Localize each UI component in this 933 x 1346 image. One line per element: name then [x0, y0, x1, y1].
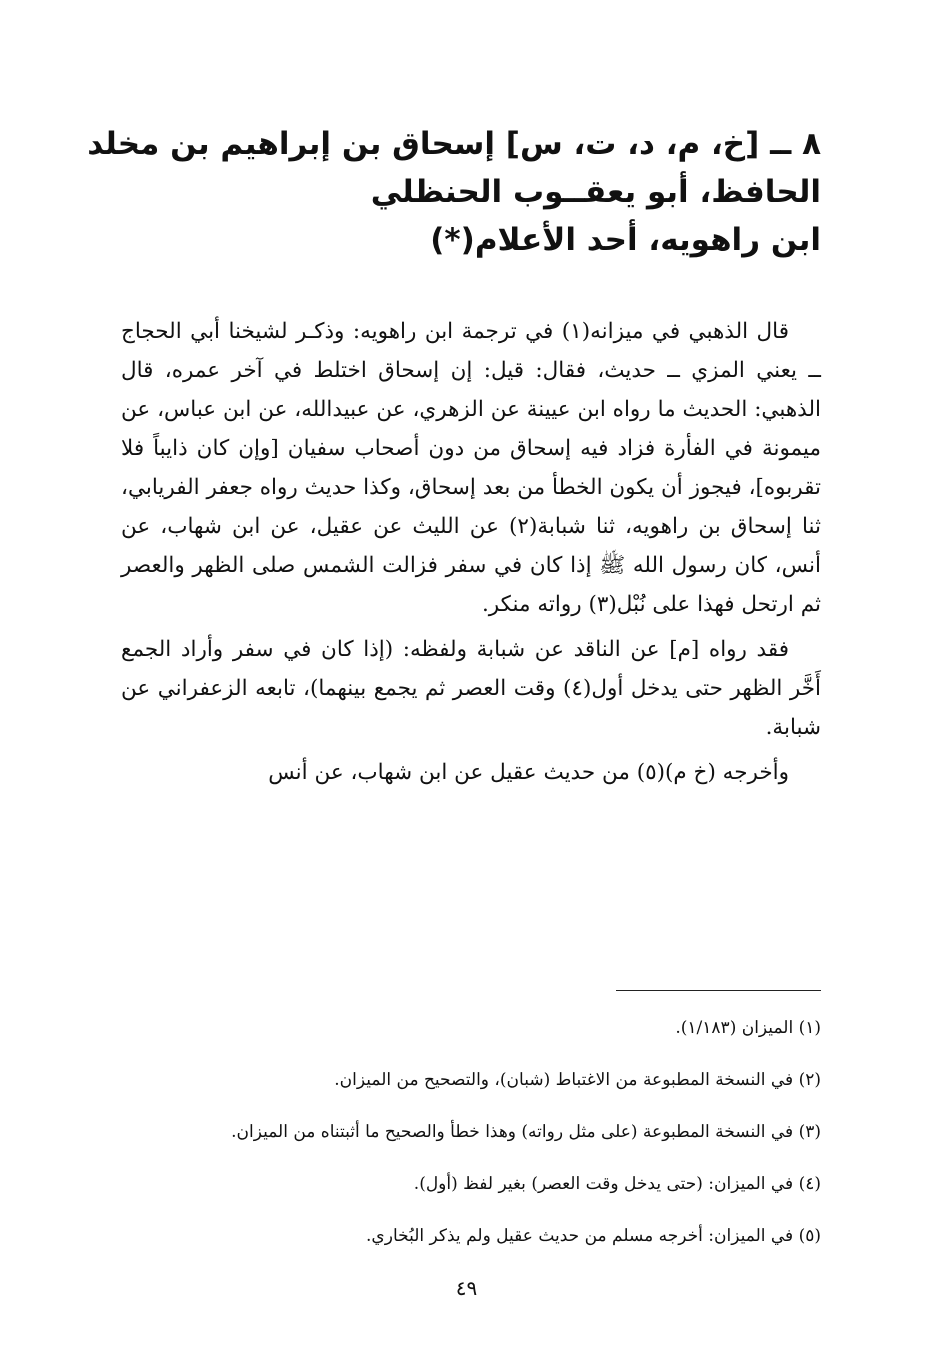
- paragraph-2: فقد رواه [م] عن الناقد عن شبابة ولفظه: (إذا كان في سفر وأراد الجمع أَخَّر الظهر حتى يدخل أول(٤) وقت العصر ثم يجمع بينهما)، تابعه الزعفراني عن شبابة.: [121, 637, 822, 740]
- body-text: [121, 312, 821, 798]
- footnote-1: (١) الميزان (١/١٨٣).: [675, 1018, 821, 1038]
- entry-heading: [87, 120, 821, 264]
- heading-line-2: الحافظ، أبو يعقــوب الحنظلي: [370, 174, 821, 210]
- paragraph-3: وأخرجه (خ م)(٥) من حديث عقيل عن ابن شهاب، عن أنس: [268, 760, 789, 785]
- footnote-3: (٣) في النسخة المطبوعة (على مثل رواته) وهذا خطأ والصحيح ما أثبتناه من الميزان.: [231, 1122, 821, 1142]
- footnote-5: (٥) في الميزان: أخرجه مسلم من حديث عقيل ولم يذكر البُخاري.: [366, 1226, 821, 1246]
- page-number: ٤٩: [455, 1276, 478, 1300]
- footnote-4: (٤) في الميزان: (حتى يدخل وقت العصر) بغير لفظ (أول).: [413, 1174, 821, 1194]
- heading-line-3: ابن راهويه، أحد الأعلام(*): [430, 222, 821, 258]
- footnotes: [121, 1002, 821, 1262]
- footnote-2: (٢) في النسخة المطبوعة من الاغتباط (شبان)، والتصحيح من الميزان.: [334, 1070, 821, 1090]
- paragraph-1: قال الذهبي في ميزانه(١) في ترجمة ابن راهويه: وذكـر لشيخنا أبي الحجاج ــ يعني المزي ــ حديث، فقال: قيل: إن إسحاق اختلط في آخر عمره، قال الذهبي: الحديث ما رواه ابن عيينة عن الزهري، عن عبيدالله، عن ابن عباس، عن ميمونة في الفأرة فزاد فيه إسحاق من دون أصحاب سفيان [وإن كان ذايباً فلا تقربوه]، فيجوز أن يكون الخطأ من بعد إسحاق، وكذا حديث رواه جعفر الفريابي، ثنا إسحاق بن راهويه، ثنا شبابة(٢) عن الليث عن عقيل، عن ابن شهاب، عن أنس، كان رسول الله ﷺ إذا كان في سفر فزالت الشمس صلى الظهر والعصر ثم ارتحل فهذا على نُبْل(٣) رواته منكر.: [121, 319, 821, 617]
- footnote-divider: [616, 990, 821, 991]
- heading-line-1: ٨ ــ [خ، م، د، ت، س] إسحاق بن إبراهيم بن مخلد: [87, 126, 821, 162]
